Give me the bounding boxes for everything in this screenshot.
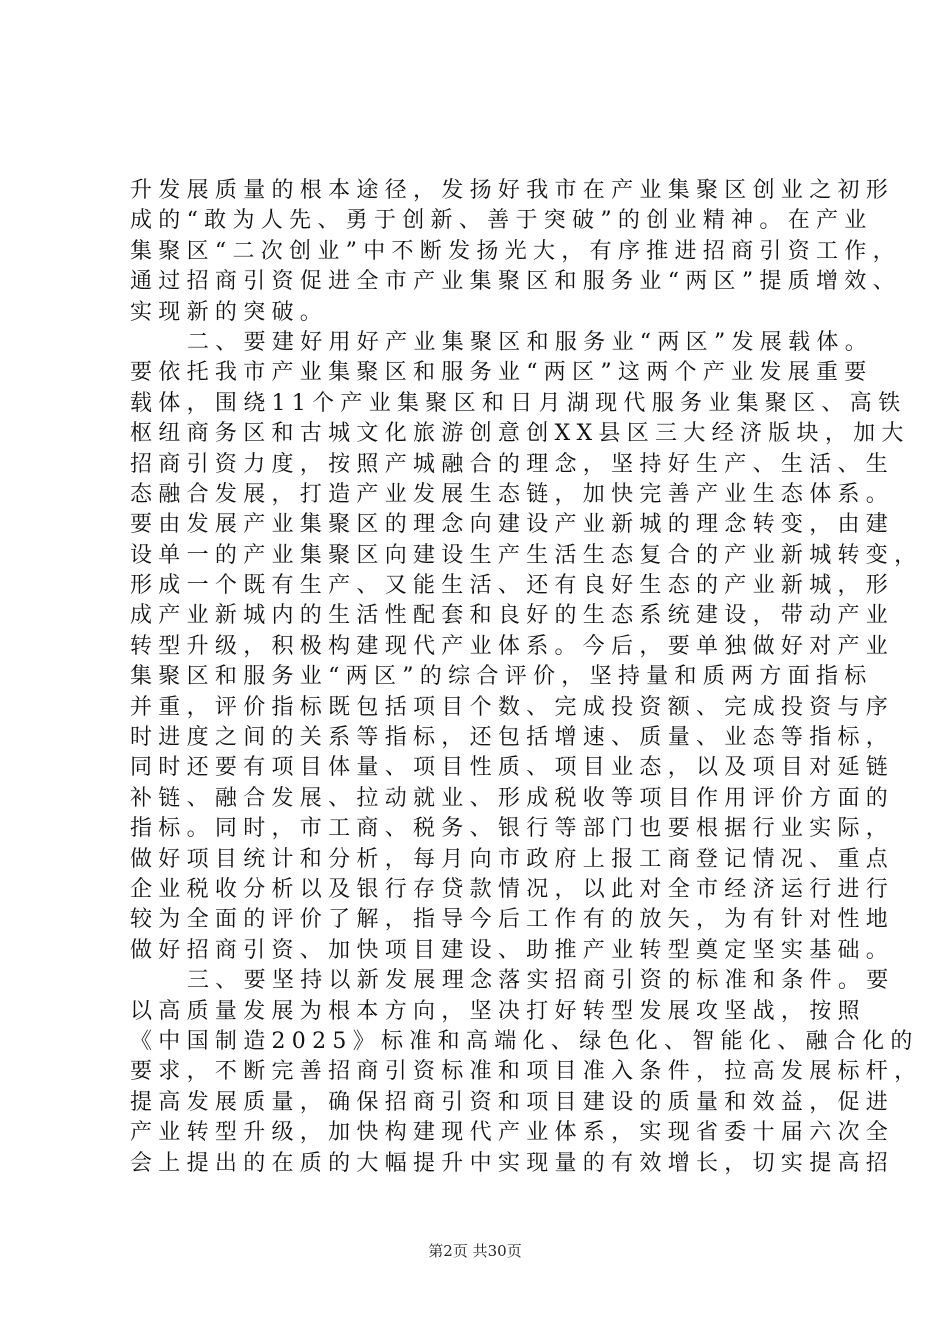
text-line: 转型升级，积极构建现代产业体系。今后，要单独做好对产业 [130,633,895,659]
page-footer: 第2页 共30页 [428,1242,522,1260]
text-line: 补链、融合发展、拉动就业、形成税收等项目作用评价方面的 [130,785,895,811]
text-line: 通过招商引资促进全市产业集聚区和服务业“两区”提质增效、 [130,269,901,295]
text-line: 实现新的突破。 [130,299,329,325]
text-line: 会上提出的在质的大幅提升中实现量的有效增长，切实提高招 [130,1150,895,1176]
text-line: 较为全面的评价了解，指导今后工作有的放矢，为有针对性地 [130,907,895,933]
text-line: 并重，评价指标既包括项目个数、完成投资额、完成投资与序 [130,694,895,720]
text-line: 做好项目统计和分析，每月向市政府上报工商登记情况、重点 [130,846,895,872]
text-line: 集聚区“二次创业”中不断发扬光大，有序推进招商引资工作， [130,238,901,264]
text-line: 《中国制造2025》标准和高端化、绿色化、智能化、融合化的 [130,1028,919,1054]
text-line: 集聚区和服务业“两区”的综合评价，坚持量和质两方面指标 [130,664,873,690]
text-line: 要求，不断完善招商引资标准和项目准入条件，拉高发展标杆， [130,1059,923,1085]
text-line: 要依托我市产业集聚区和服务业“两区”这两个产业发展重要 [130,360,873,386]
text-line: 态融合发展，打造产业发展生态链，加快完善产业生态体系。 [130,481,895,507]
text-line: 指标。同时，市工商、税务、银行等部门也要根据行业实际， [130,816,895,842]
text-line: 要由发展产业集聚区的理念向建设产业新城的理念转变，由建 [130,512,895,538]
body-text [130,176,923,1179]
text-line: 设单一的产业集聚区向建设生产生活生态复合的产业新城转变， [130,542,923,568]
text-line: 同时还要有项目体量、项目性质、项目业态，以及项目对延链 [130,755,895,781]
text-line: 枢纽商务区和古城文化旅游创意创XX县区三大经济版块，加大 [130,421,910,447]
text-line: 成的“敢为人先、勇于创新、善于突破”的创业精神。在产业 [130,208,873,234]
text-line: 升发展质量的根本途径，发扬好我市在产业集聚区创业之初形 [130,178,895,203]
text-line: 招商引资力度，按照产城融合的理念，坚持好生产、生活、生 [130,451,895,477]
text-line: 形成一个既有生产、又能生活、还有良好生态的产业新城，形 [130,573,895,599]
text-line: 三、要坚持以新发展理念落实招商引资的标准和条件。要 [187,968,895,994]
text-line: 时进度之间的关系等指标，还包括增速、质量、业态等指标， [130,725,895,751]
text-line: 二、要建好用好产业集聚区和服务业“两区”发展载体。 [187,329,873,355]
text-line: 成产业新城内的生活性配套和良好的生态系统建设，带动产业 [130,603,895,629]
text-line: 载体，围绕11个产业集聚区和日月湖现代服务业集聚区、高铁 [130,390,907,416]
text-line: 以高质量发展为根本方向，坚决打好转型发展攻坚战，按照 [130,998,866,1024]
text-line: 做好招商引资、加快项目建设、助推产业转型奠定坚实基础。 [130,937,895,963]
text-line: 提高发展质量，确保招商引资和项目建设的质量和效益，促进 [130,1089,895,1115]
text-line: 企业税收分析以及银行存贷款情况，以此对全市经济运行进行 [130,876,895,902]
text-line: 产业转型升级，加快构建现代产业体系，实现省委十届六次全 [130,1120,895,1146]
